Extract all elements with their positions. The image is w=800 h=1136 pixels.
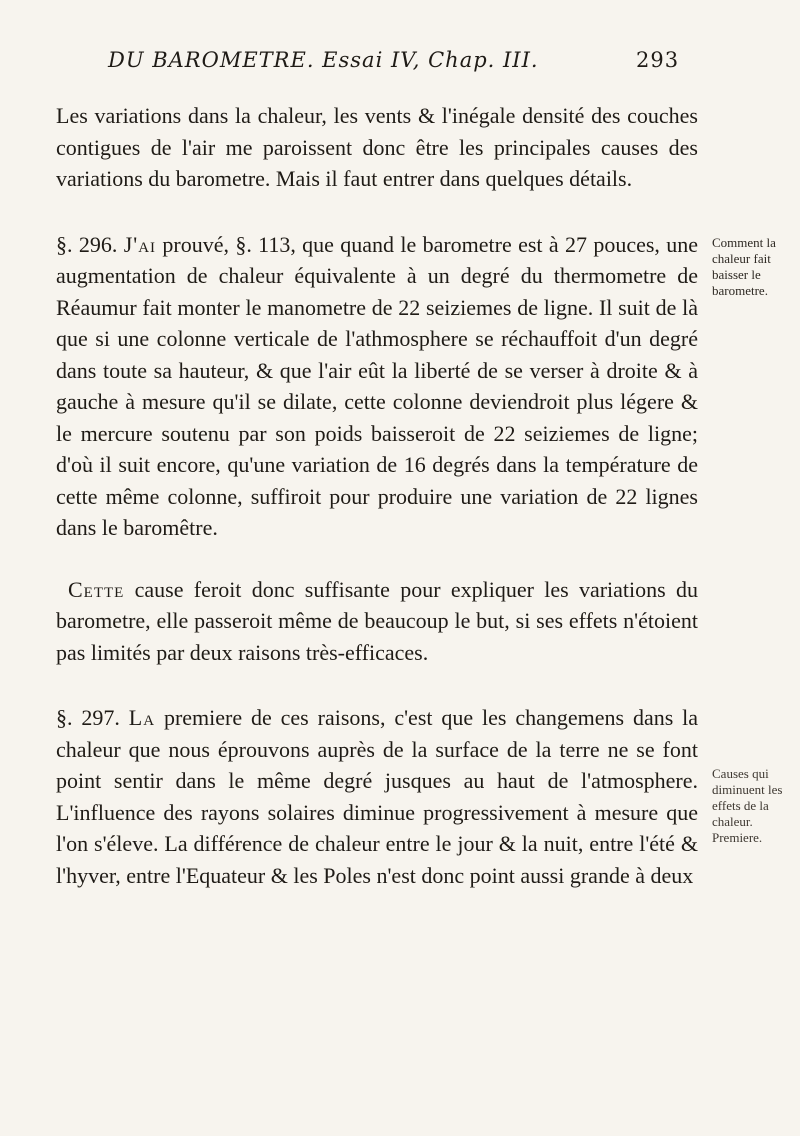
section-number: §. 297. [56,705,120,730]
paragraph-text: prouvé, §. 113, que quand le barometre est à 27 pouces, une augmentation de chaleur équivalente à un degré du thermometre de Réaumur fait monter le manometre de 22 seiziemes de ligne. Il suit de là que si une colonne verticale de l'athmosphere se réchauffoit d'un degré dans toute sa hauteur, & que l'air eût la liberté de se verser à droite & à gauche à mesure qu'il se dilate, cette colonne deviendroit plus légere & le mercure soutenu par son poids baisseroit de 22 seiziemes de ligne; d'où il suit encore, qu'une variation de 16 degrés dans la température de cette même colonne, suffiroit pour produire une variation de 22 lignes dans le baromêtre. [56,231,699,540]
paragraph-text: cause feroit donc suffisante pour expliquer les variations du barometre, elle passeroit même de beaucoup le but, si ses effets n'étoient pas limités par deux raisons très-efficaces. [56,576,698,665]
paragraph-297 [56,702,698,891]
paragraph-text: premiere de ces raisons, c'est que les changemens dans la chaleur que nous éprouvons auprès de la surface de la terre ne se font point sentir dans le même degré jusques au haut de l'atmosphere. L'influence des rayons solaires diminue progressivement à mesure que l'on s'éleve. La différence de chaleur entre le jour & la nuit, entre l'été & l'hyver, entre l'Equateur & les Poles n'est donc point aussi grande à deux [56,705,699,888]
page-number: 293 [636,48,680,72]
margin-note-causes: Causes qui diminuent les effets de la chaleur. Premiere. [712,766,783,845]
lead-word: Cette [68,576,125,602]
running-header [108,48,688,72]
lead-word: J'ai [123,231,157,257]
main-text [56,100,698,921]
paragraph-cette [56,574,698,669]
paragraph-intro [56,100,698,195]
lead-word: La [128,705,156,730]
section-number: §. 296. [56,231,118,257]
paragraph-296 [56,229,698,544]
paragraph-text: Les variations dans la chaleur, les vents & l'inégale densité des couches contigues de l'air me paroissent donc être les principales causes des variations du barometre. Mais il faut entrer dans quelques détails. [56,103,698,191]
margin-note-barometre: Comment la chaleur fait baisser le barometre. [712,235,776,298]
running-title: DU BAROMETRE. Essai IV, Chap. III. [108,48,539,72]
